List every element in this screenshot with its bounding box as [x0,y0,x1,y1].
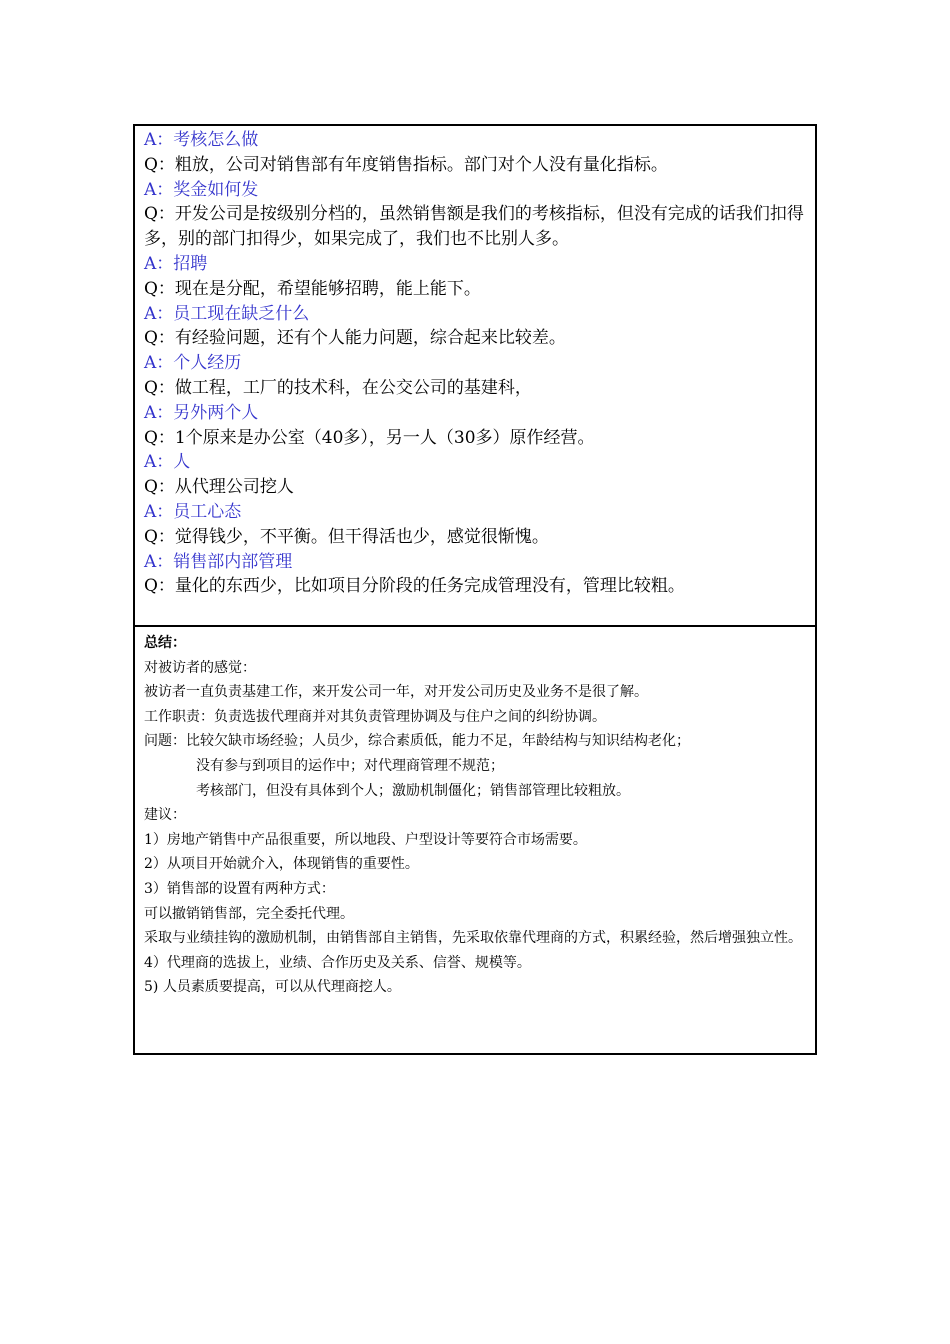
qa-question-line: Q：觉得钱少，不平衡。但干得活也少，感觉很惭愧。 [144,526,549,547]
summary-suggestion: 采取与业绩挂钩的激励机制，由销售部自主销售，先采取依靠代理商的方式，积累经验，然后增强独立性。 [144,930,802,947]
qa-answer-line: A：员工现在缺乏什么 [144,303,310,324]
summary-feeling-label: 对被访者的感觉： [144,659,256,676]
qa-question-line: Q：开发公司是按级别分档的，虽然销售额是我们的考核指标，但没有完成的话我们扣得多，别的部门扣得少，如果完成了，我们也不比别人多。 [144,204,804,250]
qa-answer-line: A：招聘 [144,253,208,274]
summary-problems-line: 问题：比较欠缺市场经验；人员少，综合素质低，能力不足，年龄结构与知识结构老化； [144,733,690,750]
summary-duties: 工作职责：负责选拔代理商并对其负责管理协调及与住户之间的纠纷协调。 [144,708,606,725]
qa-question-line: Q：从代理公司挖人 [144,477,294,498]
summary-background: 被访者一直负责基建工作，来开发公司一年，对开发公司历史及业务不是很了解。 [144,684,648,701]
summary-suggestion: 5) 人员素质要提高，可以从代理商挖人。 [144,979,401,996]
summary-suggestion: 1）房地产销售中产品很重要，所以地段、户型设计等要符合市场需要。 [144,831,587,848]
summary-suggestion: 可以撤销销售部，完全委托代理。 [144,905,354,922]
qa-question-line: Q：量化的东西少，比如项目分阶段的任务完成管理没有，管理比较粗。 [144,576,685,597]
summary-problems-line: 没有参与到项目的运作中；对代理商管理不规范； [196,757,504,774]
qa-answer-line: A：另外两个人 [144,402,259,423]
qa-answer-line: A：考核怎么做 [144,130,259,150]
qa-answer-line: A：人 [144,452,191,473]
interview-table [133,124,817,1055]
qa-cell [135,126,815,627]
summary-suggest-label: 建议： [144,807,186,824]
qa-answer-line: A：奖金如何发 [144,179,259,200]
summary-title: 总结： [144,635,186,651]
qa-answer-line: A：员工心态 [144,501,242,522]
qa-question-line: Q：1个原来是办公室（40多），另一人（30多）原作经营。 [144,427,595,448]
qa-question-line: Q：现在是分配，希望能够招聘，能上能下。 [144,278,481,299]
summary-suggestion: 3）销售部的设置有两种方式： [144,880,335,897]
summary-suggestion: 4）代理商的选拔上，业绩、合作历史及关系、信誉、规模等。 [144,954,531,971]
qa-question-line: Q：粗放，公司对销售部有年度销售指标。部门对个人没有量化指标。 [144,154,668,175]
qa-question-line: Q：做工程，工厂的技术科，在公交公司的基建科， [144,377,532,398]
summary-cell [135,627,815,1053]
qa-answer-line: A：个人经历 [144,353,242,374]
qa-answer-line: A：销售部内部管理 [144,551,293,572]
qa-question-line: Q：有经验问题，还有个人能力问题，综合起来比较差。 [144,328,566,349]
summary-suggestion: 2）从项目开始就介入，体现销售的重要性。 [144,856,419,873]
summary-problems-line: 考核部门，但没有具体到个人；激励机制僵化；销售部管理比较粗放。 [196,782,630,799]
